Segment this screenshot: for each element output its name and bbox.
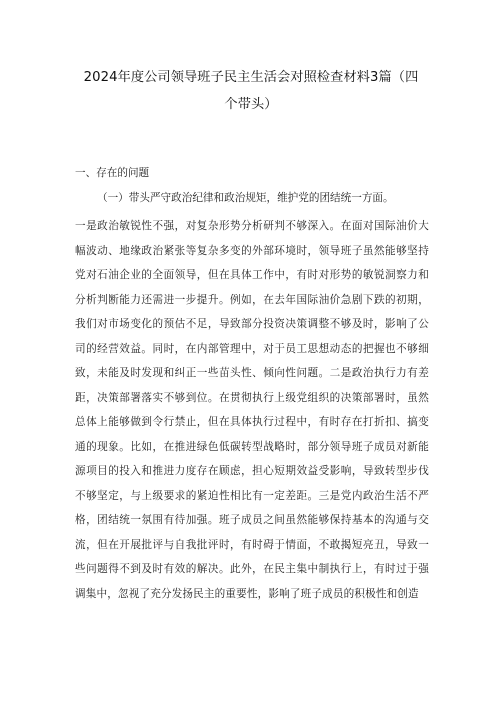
document-title: 2024年度公司领导班子民主生活会对照检查材料3篇（四个带头）: [83, 70, 419, 112]
section-heading: 一、存在的问题: [75, 167, 150, 179]
subsection-heading: （一）带头严守政治纪律和政治规矩，维护党的团结统一方面。: [97, 192, 394, 204]
body-paragraph: 一是政治敏锐性不强，对复杂形势分析研判不够深入。在面对国际油价大幅波动、地缘政治紧张等复杂多变的外部环境时，领导班子虽然能够坚持党对石油企业的全面领导，但在具体工作中，有时对形势的敏锐洞察力和分析判断能力还需进一步提升。例如，在去年国际油价急剧下跌的初期，我们对市场变化的预估不足，导致部分投资决策调整不够及时，影响了公司的经营效益。同时，在内部管理中，对于员工思想动态的把握也不够细致，未能及时发现和纠正一些苗头性、倾向性问题。二是政治执行力有差距，决策部署落实不够到位。在贯彻执行上级党组织的决策部署时，虽然总体上能够做到令行禁止，但在具体执行过程中，有时存在打折扣、搞变通的现象。比如，在推进绿色低碳转型战略时，部分领导班子成员对新能源项目的投入和推进力度存在顾虑，担心短期效益受影响，导致转型步伐不够坚定，与上级要求的紧迫性相比有一定差距。三是党内政治生活不严格，团结统一氛围有待加强。班子成员之间虽然能够保持基本的沟通与交流，但在开展批评与自我批评时，有时碍于情面，不敢揭短亮丑，导致一些问题得不到及时有效的解决。此外，在民主集中制执行上，有时过于强调集中，忽视了充分发扬民主的重要性，影响了班子成员的积极性和创造: [75, 220, 429, 600]
